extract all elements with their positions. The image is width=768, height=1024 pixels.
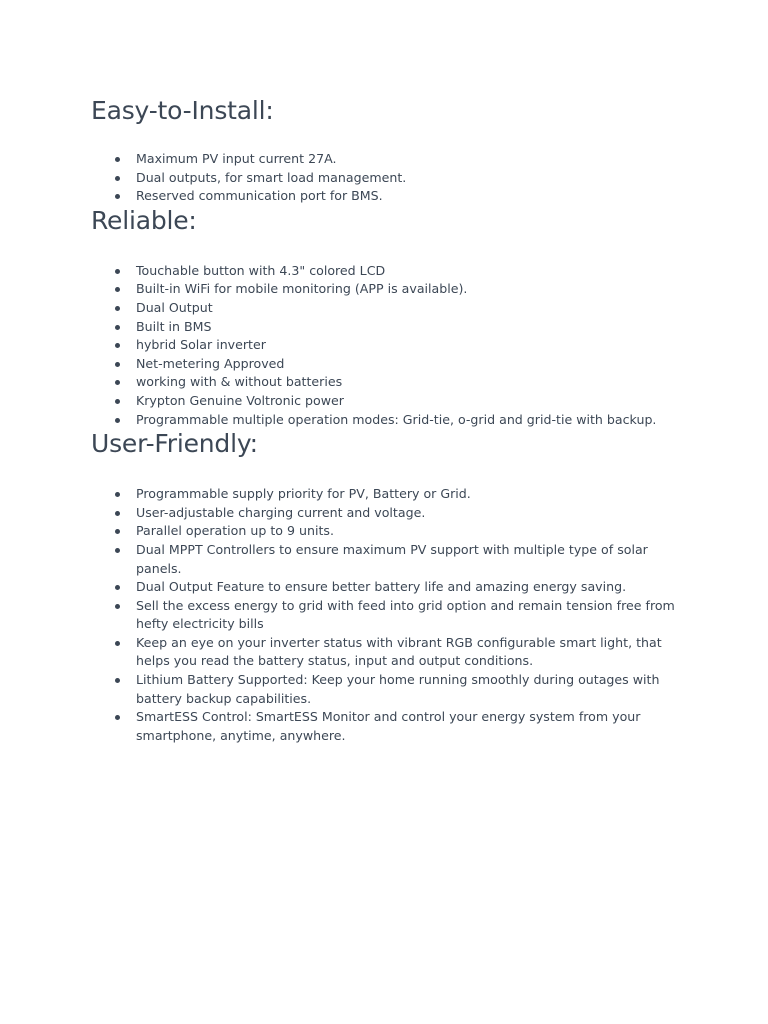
list-item: Programmable multiple operation modes: Grid-tie, o-grid and grid-tie with backup. [136, 411, 691, 430]
list-item: Dual outputs, for smart load management. [136, 169, 691, 188]
list-item: Net-metering Approved [136, 355, 691, 374]
list-item: Parallel operation up to 9 units. [136, 522, 691, 541]
section-heading: Easy-to-Install: [91, 96, 274, 125]
list-item: Krypton Genuine Voltronic power [136, 392, 691, 411]
list-item: Built-in WiFi for mobile monitoring (APP is available). [136, 280, 691, 299]
list-item: User-adjustable charging current and voltage. [136, 504, 691, 523]
list-item: Sell the excess energy to grid with feed into grid option and remain tension free from hefty electricity bills [136, 597, 691, 634]
document-body [91, 90, 691, 745]
list-item: Built in BMS [136, 318, 691, 337]
bullet-list [91, 262, 691, 429]
bullet-list [91, 485, 691, 745]
section-user-friendly [91, 429, 691, 745]
section-easy-to-install [91, 96, 691, 206]
list-item: Maximum PV input current 27A. [136, 150, 691, 169]
list-item: hybrid Solar inverter [136, 336, 691, 355]
list-item: Dual Output [136, 299, 691, 318]
section-heading: Reliable: [91, 205, 197, 235]
section-heading: User-Friendly: [91, 429, 258, 459]
list-item: Reserved communication port for BMS. [136, 187, 691, 206]
section-reliable [91, 206, 691, 429]
bullet-list [91, 150, 691, 206]
list-item: SmartESS Control: SmartESS Monitor and control your energy system from your smartphone, anytime, anywhere. [136, 708, 691, 745]
list-item: Keep an eye on your inverter status with vibrant RGB configurable smart light, that helps you read the battery status, input and output conditions. [136, 634, 691, 671]
list-item: Touchable button with 4.3" colored LCD [136, 262, 691, 281]
list-item: Lithium Battery Supported: Keep your home running smoothly during outages with battery backup capabilities. [136, 671, 691, 708]
list-item: Programmable supply priority for PV, Battery or Grid. [136, 485, 691, 504]
list-item: working with & without batteries [136, 373, 691, 392]
list-item: Dual Output Feature to ensure better battery life and amazing energy saving. [136, 578, 691, 597]
list-item: Dual MPPT Controllers to ensure maximum PV support with multiple type of solar panels. [136, 541, 691, 578]
